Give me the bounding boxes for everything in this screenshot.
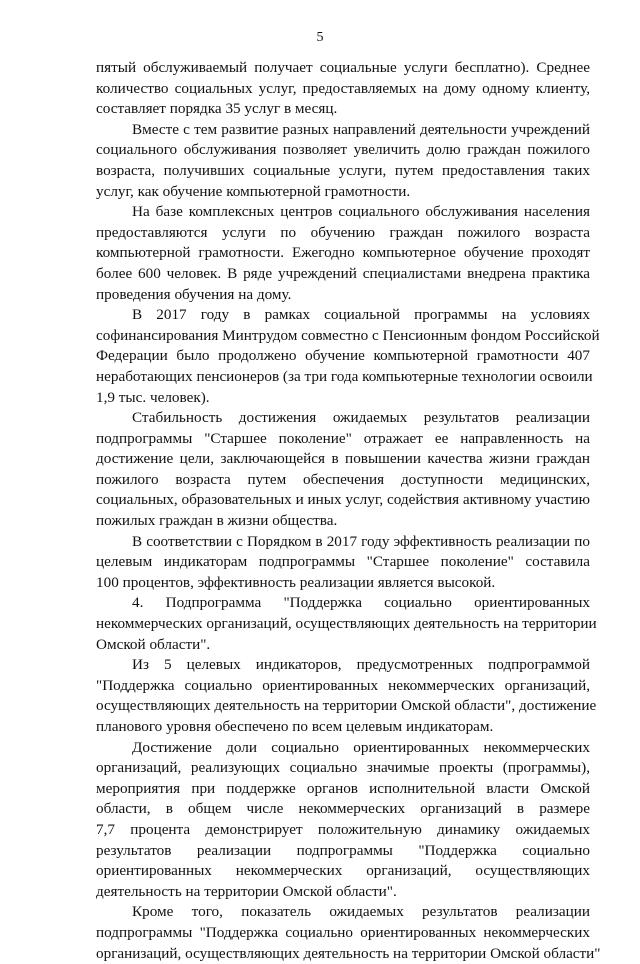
document-body [96, 58, 601, 964]
text-line: организаций, осуществляющих деятельность на территории Омской области" [96, 944, 601, 962]
paragraph [96, 738, 590, 903]
text-line: неработающих пенсионеров (за три года компьютерные технологии освоили [96, 367, 593, 385]
text-line: социального обслуживания позволяет увеличить долю граждан пожилого [96, 141, 590, 159]
text-line: области, в общем числе некоммерческих организаций в размере [96, 800, 590, 818]
text-line: услуг, как обучение компьютерной грамотности. [96, 182, 411, 200]
text-line: целевым индикаторам подпрограммы "Старшее поколение" составила [96, 553, 590, 571]
paragraph [96, 120, 590, 202]
text-line: пожилого возраста путем обеспечения доступности медицинских, [96, 470, 590, 488]
paragraph [96, 408, 590, 532]
text-line: 4. Подпрограмма "Поддержка социально ориентированных [132, 594, 590, 612]
text-line: Федерации было продолжено обучение компьютерной грамотности 407 [96, 347, 590, 365]
paragraph [96, 655, 597, 737]
text-line: возраста, получивших социальные услуги, путем предоставления таких [96, 161, 590, 179]
text-line: 100 процентов, эффективность реализации является высокой. [96, 573, 496, 591]
text-line: Кроме того, показатель ожидаемых результатов реализации [132, 903, 590, 921]
paragraph [96, 58, 590, 120]
text-line: ориентированных некоммерческих организаций, осуществляющих [96, 862, 590, 880]
text-line: предоставляются услуги по обучению граждан пожилого возраста [96, 223, 590, 241]
paragraph [96, 902, 601, 964]
text-line: В соответствии с Порядком в 2017 году эффективность реализации по [132, 532, 590, 550]
text-line: компьютерной грамотности. Ежегодно компьютерное обучение проходят [96, 244, 590, 262]
paragraph [96, 593, 597, 655]
text-line: 1,9 тыс. человек). [96, 388, 210, 406]
text-line: 7,7 процента демонстрирует положительную динамику ожидаемых [96, 820, 590, 838]
text-line: мероприятия при поддержке органов исполнительной власти Омской [96, 779, 590, 797]
text-line: планового уровня обеспечено по всем целевым индикаторам. [96, 718, 494, 735]
text-line: "Поддержка социально ориентированных некоммерческих организаций, [96, 676, 590, 694]
text-line: Вместе с тем развитие разных направлений деятельности учреждений [132, 120, 590, 138]
text-line: На базе комплексных центров социального обслуживания населения [132, 203, 590, 221]
paragraph [96, 305, 600, 408]
text-line: Достижение доли социально ориентированных некоммерческих [132, 738, 590, 756]
text-line: более 600 человек. В ряде учреждений специалистами внедрена практика [96, 264, 590, 282]
text-line: деятельность на территории Омской области". [96, 882, 397, 900]
text-line: осуществляющих деятельность на территории Омской области", достижение [96, 697, 597, 715]
text-line: достижение цели, заключающейся в повышении качества жизни граждан [96, 450, 590, 468]
paragraph [96, 202, 590, 305]
text-line: результатов реализации подпрограммы "Поддержка социально [96, 841, 590, 859]
text-line: Стабильность достижения ожидаемых результатов реализации [132, 409, 590, 427]
text-line: социальных, образовательных и иных услуг, содействия активному участию [96, 491, 591, 509]
text-line: организаций, реализующих социально значимые проекты (программы), [96, 759, 590, 777]
text-line: В 2017 году в рамках социальной программы на условиях [132, 306, 590, 324]
paragraph [96, 532, 590, 594]
page-number: 5 [316, 30, 324, 45]
text-line: пожилых граждан в жизни общества. [96, 512, 338, 530]
text-line: проведения обучения на дому. [96, 285, 292, 303]
text-line: подпрограммы "Старшее поколение" отражает ее направленность на [96, 429, 590, 447]
text-line: составляет порядка 35 услуг в месяц. [96, 100, 338, 118]
text-line: софинансирования Минтрудом совместно с Пенсионным фондом Российской [96, 326, 600, 344]
text-line: пятый обслуживаемый получает социальные услуги бесплатно). Среднее [96, 59, 590, 76]
text-line: количество социальных услуг, предоставляемых на дому одному клиенту, [96, 79, 590, 97]
text-line: Из 5 целевых индикаторов, предусмотренных подпрограммой [132, 656, 590, 674]
text-line: подпрограммы "Поддержка социально ориентированных некоммерческих [96, 923, 590, 941]
text-line: Омской области". [96, 635, 211, 653]
text-line: некоммерческих организаций, осуществляющих деятельность на территории [96, 615, 597, 633]
